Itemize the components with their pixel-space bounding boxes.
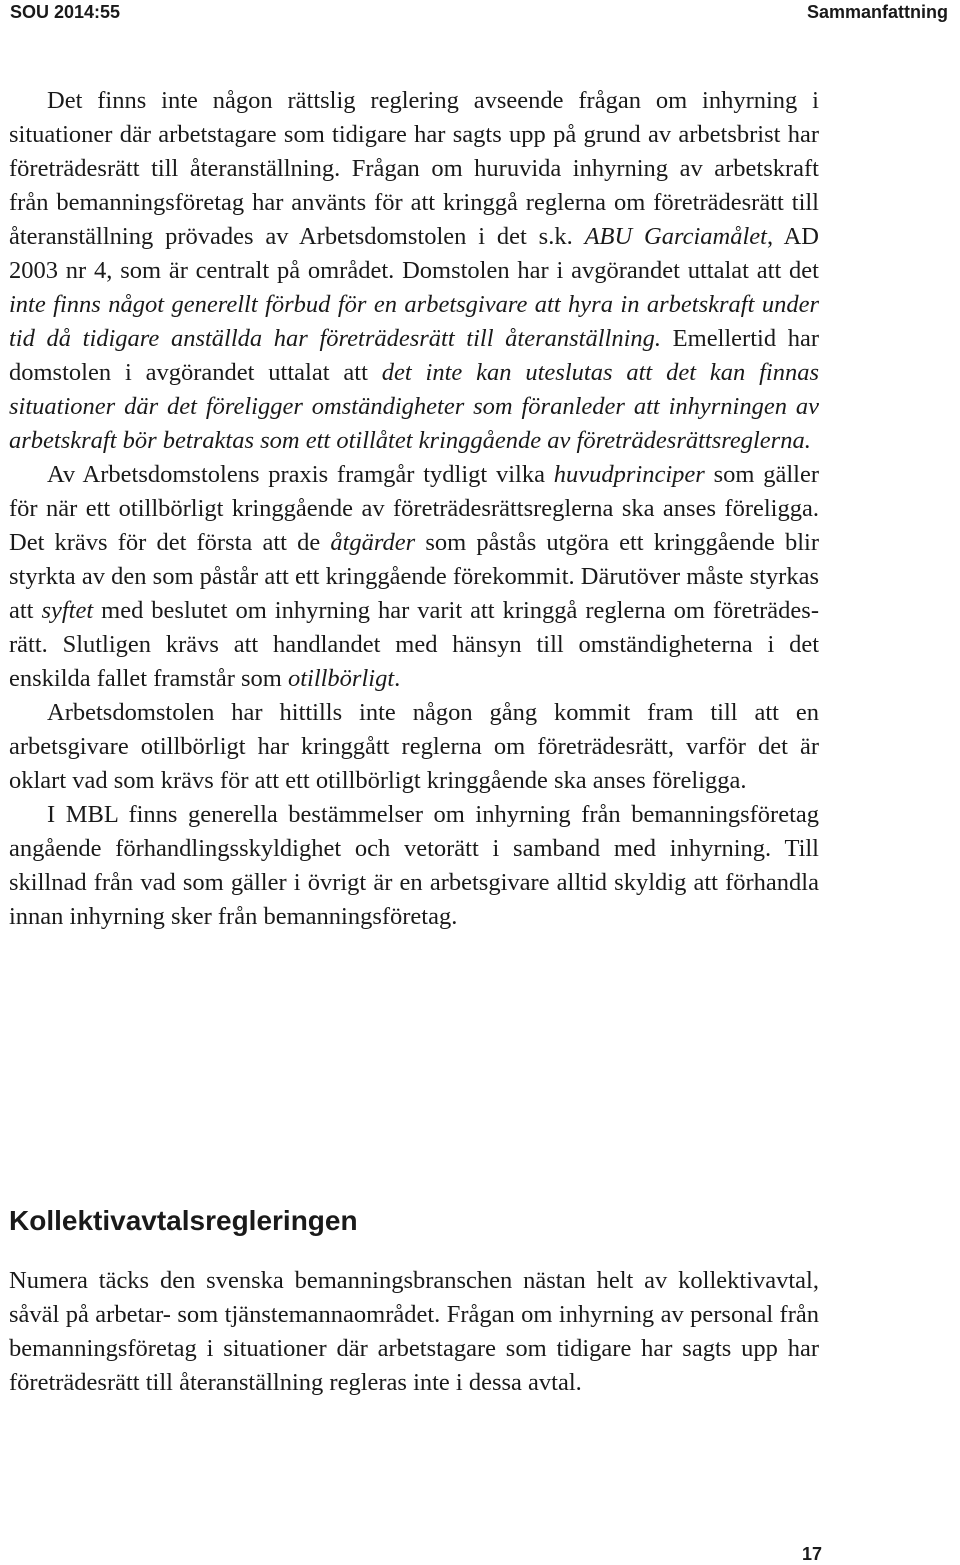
paragraph-1 <box>9 84 819 458</box>
chapter-title: Sammanfattning <box>806 1 948 22</box>
emphasis-text: huvudprinciper <box>553 461 705 488</box>
text-run: Arbetsdomstolen har hittills inte någon gång kommit fram till att en arbetsgivare otillbörligt har kringgått reglerna om företrädesrätt, varför det är oklart vad som krävs för att ett otillbörligt kringgående ska anses föreligga. <box>9 699 819 794</box>
text-run: med beslutet om inhyrning har varit att kringgå reglerna om företrädesrätt. Slutligen krävs att handlandet med hänsyn till omständigheterna i det enskilda fallet framstår som <box>9 597 819 692</box>
section-heading: Kollektivavtalsregleringen <box>9 1205 358 1236</box>
page-number: 17 <box>801 1544 822 1564</box>
text-run: , AD 2003 nr 4, som är centralt på området. Domstolen har i avgörandet uttalat att det <box>9 223 819 284</box>
emphasis-text: inte finns något generellt förbud för en arbetsgivare att hyra in arbetskraft under tid då tidigare anställda har företrädesrätt till återanställning. <box>9 291 819 352</box>
emphasis-text: åtgärder <box>330 529 416 556</box>
text-run: Av Arbetsdomstolens praxis framgår tydligt vilka <box>47 461 554 488</box>
text-run: . <box>394 665 401 692</box>
text-run: I MBL finns generella bestämmelser om inhyrning från bemanningsföretag angående förhandlingsskyldighet och vetorätt i samband med inhyrning. Till skillnad från vad som gäller i övrigt är en arbetsgivare alltid skyldig att förhandla innan inhyrning sker från bemanningsföretag. <box>9 801 819 930</box>
text-run: Emellertid har domstolen i avgörandet uttalat att <box>9 325 819 386</box>
main-text <box>9 84 819 934</box>
section-paragraph: Numera täcks den svenska bemanningsbranschen nästan helt av kollektivavtal, såväl på arbetar- som tjänstemannaområdet. Frågan om inhyrning av personal från bemanningsföretag i situationer där arbetstagare som tidigare har sagts upp har företrädesrätt till återanställning regleras inte i dessa avtal. <box>9 1267 819 1396</box>
emphasis-text: ABU Garciamålet <box>584 223 767 250</box>
emphasis-text: syftet <box>41 597 94 624</box>
paragraph-4 <box>9 798 819 934</box>
running-header <box>10 0 948 24</box>
section-text <box>9 1264 819 1400</box>
text-run: som påstås utgöra ett kringgående blir styrkta av den som påstår att ett kringgående förekommit. Därutöver måste styrkas att <box>9 529 820 624</box>
paragraph-2 <box>9 458 819 696</box>
text-run: Det finns inte någon rättslig reglering avseende frågan om inhyrning i situationer där arbetstagare som tidigare har sagts upp på grund av arbetsbrist har företrädesrätt till återanställning. Frågan om huruvida inhyrning av arbetskraft från bemanningsföretag har använts för att kringgå reglerna om företrädesrätt till återanställning prövades av Arbetsdomstolen i det s.k. <box>9 87 819 250</box>
report-id: SOU 2014:55 <box>10 1 121 22</box>
text-run: som gäller för när ett otillbörligt kringgående av företrädesrättsreglerna ska anses föreligga. Det krävs för det första att de <box>9 461 819 556</box>
emphasis-text: det inte kan uteslutas att det kan finnas situationer där det föreligger omständigheter som föranleder att inhyrningen av arbetskraft bör betraktas som ett otillåtet kringgående av företrädesrättsreglerna. <box>9 359 819 454</box>
emphasis-text: otillbörligt <box>287 665 395 692</box>
paragraph-3 <box>9 696 819 798</box>
